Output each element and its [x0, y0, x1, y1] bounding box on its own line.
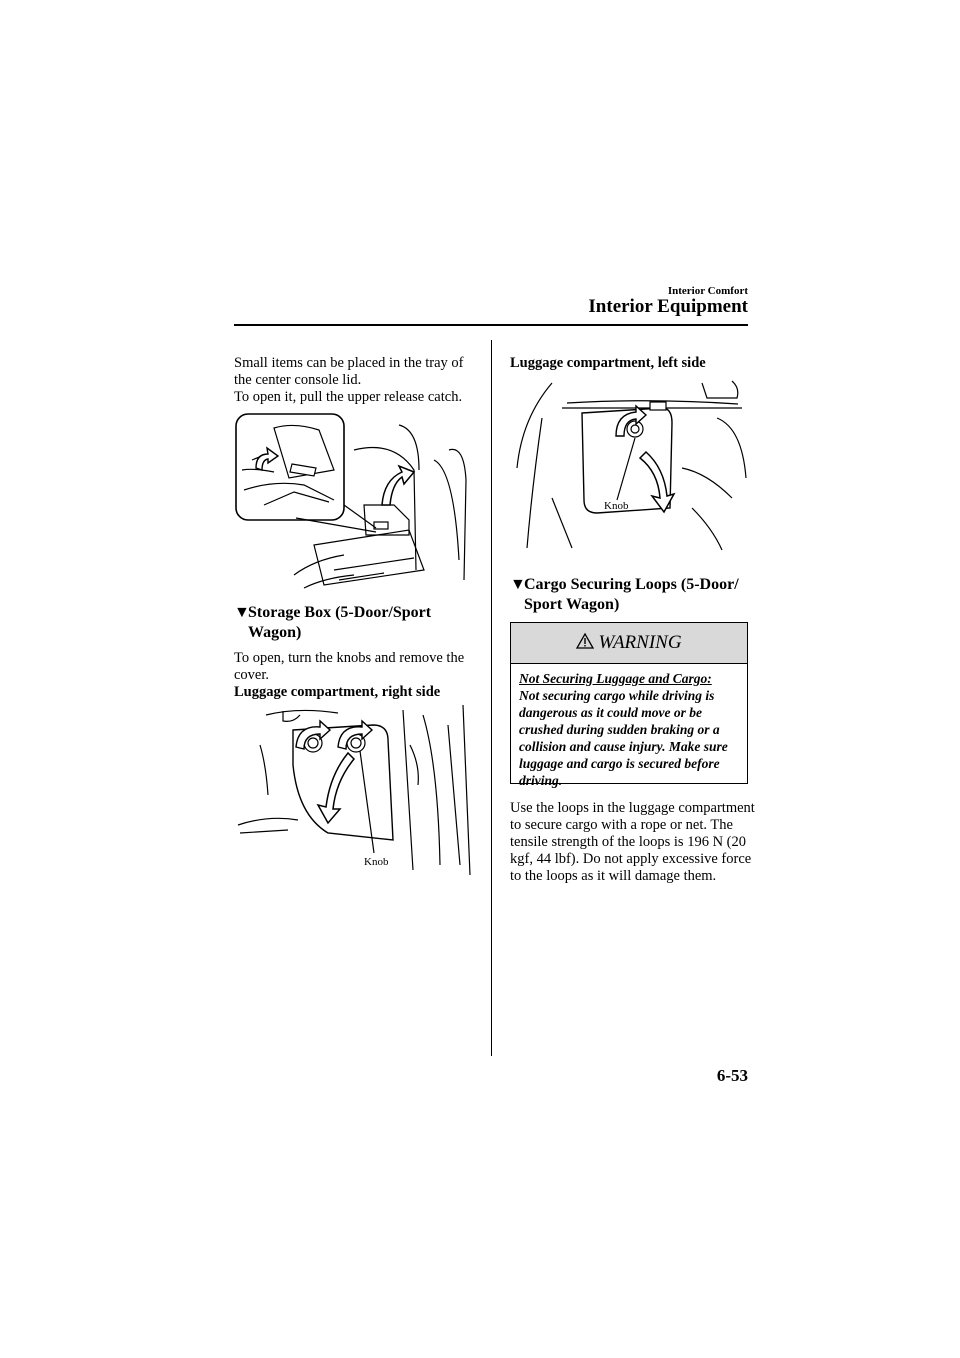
- warning-triangle-icon: [576, 633, 594, 649]
- storage-box-heading: ▼Storage Box (5-Door/Sport Wagon): [234, 604, 432, 641]
- center-console-illustration: [234, 410, 474, 590]
- warning-label: WARNING: [598, 632, 682, 653]
- left-side-caption: Luggage compartment, left side: [510, 355, 706, 371]
- header-rule: [234, 324, 748, 326]
- warning-title: Not Securing Luggage and Cargo:: [519, 671, 712, 686]
- knob-label-right: Knob: [364, 856, 389, 868]
- chapter-title: Interior Equipment: [588, 296, 748, 317]
- intro-paragraph: Small items can be placed in the tray of the center console lid. To open it, pull the upper release catch.: [234, 355, 464, 405]
- column-divider: [491, 340, 492, 1056]
- luggage-right-side-illustration: [238, 705, 478, 875]
- section-title: Interior Comfort: [667, 285, 748, 297]
- cargo-loops-heading: ▼Cargo Securing Loops (5-Door/ Sport Wagon): [510, 576, 739, 613]
- storage-box-text: To open, turn the knobs and remove the cover. Luggage compartment, right side: [234, 650, 465, 700]
- warning-box: [510, 622, 748, 788]
- luggage-left-side-illustration: [512, 378, 748, 553]
- warning-body: Not Securing Luggage and Cargo: Not securing cargo while driving is dangerous as it could move or be crushed during sudden braking or a collision and cause injury. Make sure luggage and cargo is secured before driving.: [511, 664, 747, 789]
- page-number: 6-53: [716, 1066, 748, 1085]
- knob-label-left: Knob: [604, 500, 629, 512]
- loops-paragraph: Use the loops in the luggage compartment to secure cargo with a rope or net. The tensile strength of the loops is 196 N (20 kgf, 44 lbf). Do not apply excessive force to the loops as it will damage them.: [510, 800, 755, 884]
- warning-header: [511, 623, 747, 664]
